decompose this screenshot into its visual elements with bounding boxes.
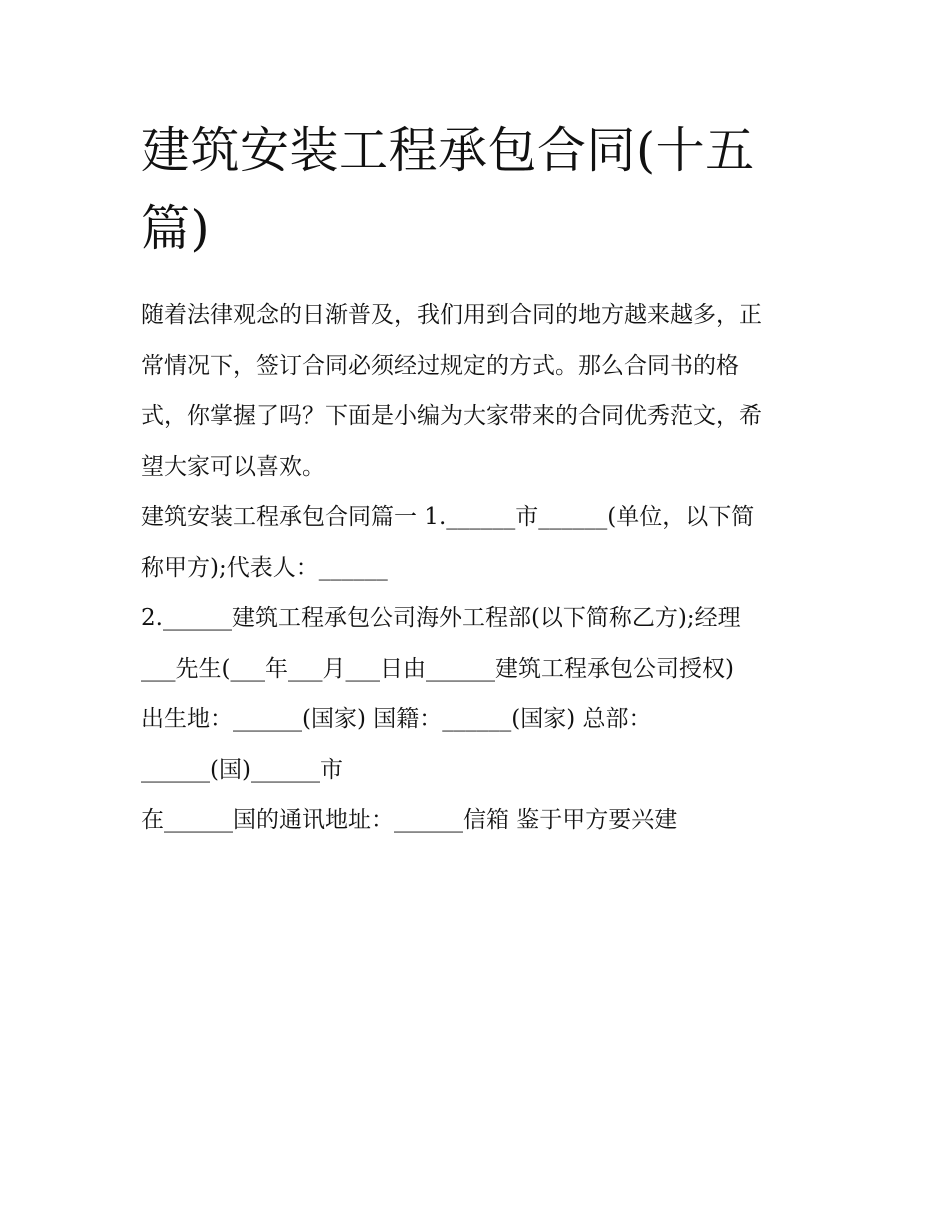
- clause3-line-1: 在______国的通讯地址：______信箱 鉴于甲方要兴建: [141, 807, 678, 833]
- clause-party-a: [141, 492, 821, 593]
- clause1-line-2: 称甲方);代表人：______: [141, 554, 388, 581]
- clause2-line-2: ___先生(___年___月___日由______建筑工程承包公司授权): [141, 655, 734, 682]
- clause1-line-1: 建筑安装工程承包合同篇一 1.______市______(单位，以下简: [141, 504, 755, 530]
- intro-line-3: 式，你掌握了吗？下面是小编为大家带来的合同优秀范文，希: [141, 403, 762, 429]
- clause-address: [141, 795, 821, 846]
- title-line-1: 建筑安装工程承包合同(十五: [141, 122, 755, 179]
- intro-line-1: 随着法律观念的日渐普及，我们用到合同的地方越来越多，正: [141, 302, 762, 328]
- clause-party-b: [141, 593, 821, 795]
- document-page: [141, 112, 821, 846]
- intro-paragraph: [141, 290, 821, 492]
- clause2-line-4: ______(国)______市: [141, 756, 343, 783]
- intro-line-4: 望大家可以喜欢。: [141, 453, 325, 480]
- intro-line-2: 常情况下，签订合同必须经过规定的方式。那么合同书的格: [141, 352, 739, 379]
- clause2-line-3: 出生地：______(国家) 国籍：______(国家) 总部：: [141, 706, 652, 732]
- clause2-line-1: 2.______建筑工程承包公司海外工程部(以下简称乙方);经理: [141, 605, 741, 631]
- title-line-2: 篇): [141, 200, 211, 257]
- document-title: [141, 112, 771, 268]
